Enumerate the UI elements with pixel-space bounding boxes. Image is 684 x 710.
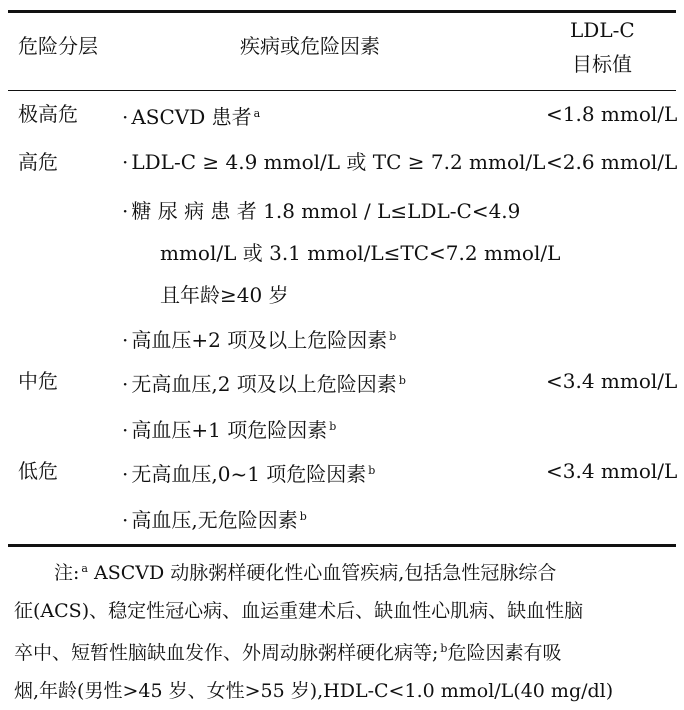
target-very-high: <1.8 mmol/L	[546, 102, 678, 126]
tier-very-high: 极高危	[18, 102, 78, 126]
table-row-item-cont: 且年龄≥40 岁	[160, 283, 289, 307]
target-medium: <3.4 mmol/L	[546, 369, 678, 393]
table-row-item: · 无高血压,2 项及以上危险因素 $^b$	[122, 372, 406, 396]
table-row-item: · LDL-C ≥ 4.9 mmol/L 或 TC ≥ 7.2 mmol/L	[122, 150, 546, 174]
tier-high: 高危	[18, 150, 58, 174]
header-risk-tier: 危险分层	[18, 34, 98, 58]
target-low: <3.4 mmol/L	[546, 459, 678, 483]
tier-low: 低危	[18, 459, 58, 483]
table-row-item: · ASCVD 患者 $^a$	[122, 105, 261, 129]
table-bottom-rule	[8, 544, 676, 547]
bullet: ·	[122, 105, 129, 129]
table-top-rule	[8, 10, 676, 13]
table-footnote: 注: $^a$ ASCVD 动脉粥样硬化性心血管疾病,包括急性冠脉综合 征(ACS)、稳定性冠心病、血运重建术后、缺血性心肌病、缺血性脑 卒中、短暂性脑缺血发作、外周动脉粥样硬化病等; $^b$危险因素有吸 烟,年龄(男性>45 岁、女性>55 岁),HDL-C<1.0 mmol/L(40 mg/dl)	[14, 562, 614, 702]
header-target-value: 目标值	[572, 52, 632, 76]
table-row-item: · 无高血压,0~1 项危险因素 $^b$	[122, 462, 376, 486]
table-row-item: · 高血压+1 项危险因素 $^b$	[122, 418, 337, 442]
table-row-item: · 高血压+2 项及以上危险因素 $^b$	[122, 328, 397, 352]
header-ldl-c: LDL-C	[570, 18, 635, 42]
header-rule	[8, 90, 676, 91]
target-high: <2.6 mmol/L	[546, 150, 678, 174]
header-disease-risk-factors: 疾病或危险因素	[240, 34, 380, 58]
note-prefix: 注:	[54, 562, 80, 584]
table-row-item: · 高血压,无危险因素 $^b$	[122, 508, 307, 532]
table-row-item-cont: mmol/L 或 3.1 mmol/L≤TC<7.2 mmol/L	[160, 241, 561, 265]
table-row-item: · 糖 尿 病 患 者 1.8 mmol / L≤LDL-C<4.9	[122, 199, 521, 223]
tier-medium: 中危	[18, 369, 58, 393]
